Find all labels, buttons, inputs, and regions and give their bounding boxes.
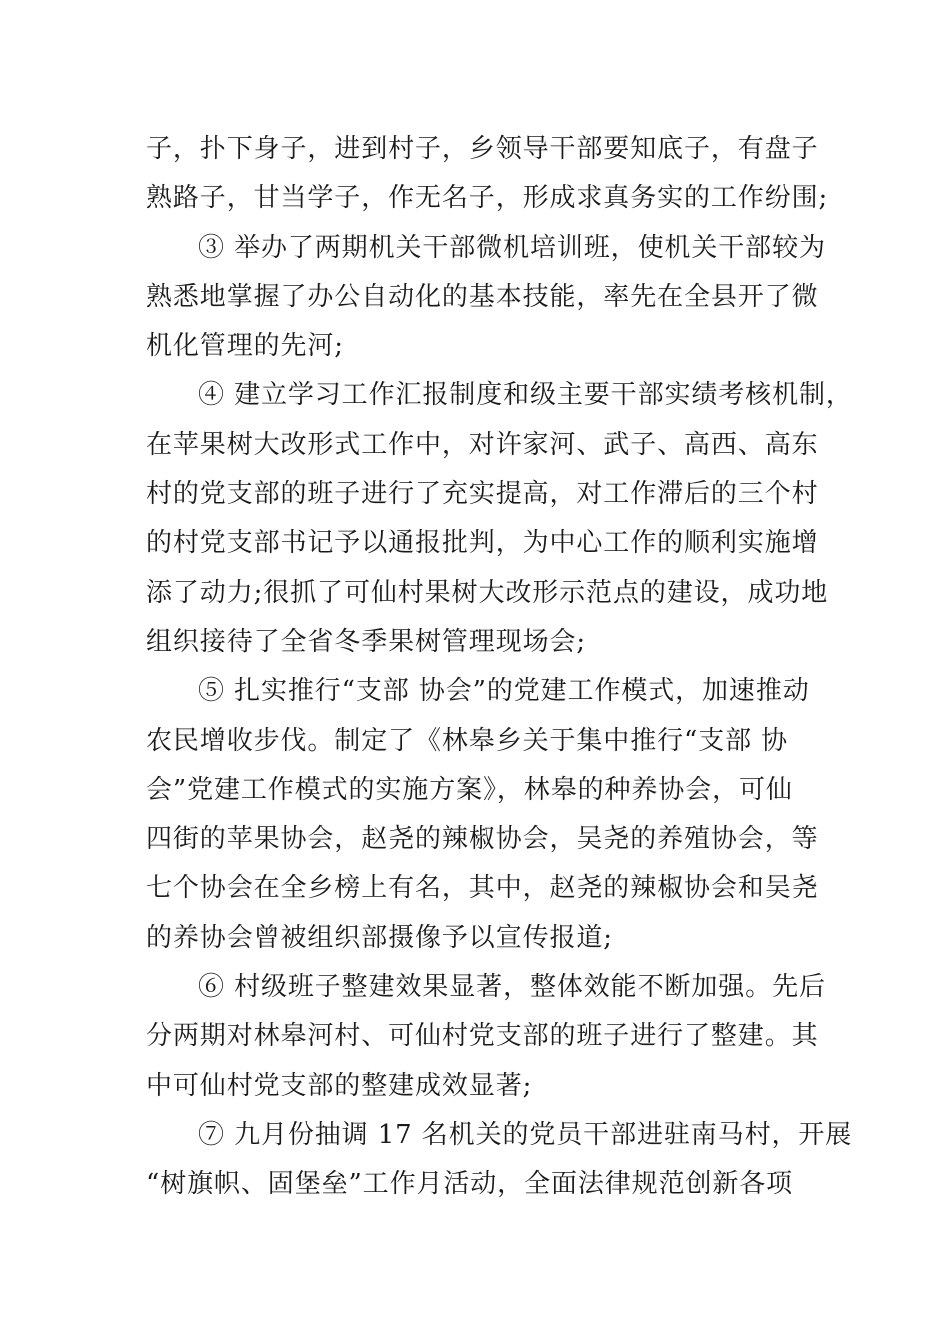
text-line: 在苹果树大改形式工作中，对许家河、武子、高西、高东 xyxy=(146,429,819,460)
text-line: 中可仙村党支部的整建成效显著; xyxy=(146,1070,533,1101)
text-line: 添了动力;很抓了可仙村果树大改形示范点的建设，成功地 xyxy=(146,577,829,608)
paragraph-5 xyxy=(146,963,826,1111)
paragraph-2 xyxy=(146,224,826,372)
text-line: 的村党支部书记予以通报批判，为中心工作的顺利实施增 xyxy=(146,528,819,559)
text-line: 组织接待了全省冬季果树管理现场会; xyxy=(146,626,587,657)
text-line: 子，扑下身子，进到村子，乡领导干部要知底子，有盘子 xyxy=(146,134,819,164)
paragraph-1 xyxy=(146,125,829,224)
paragraph-4 xyxy=(146,667,819,963)
text-line: ⑥ 村级班子整建效果显著，整体效能不断加强。先后 xyxy=(198,972,826,1003)
text-line: 会”党建工作模式的实施方案》，林皋的种养协会，可仙 xyxy=(146,774,793,805)
text-line: 熟路子，甘当学子，作无名子，形成求真务实的工作纷围; xyxy=(146,183,829,214)
text-line: 四街的苹果协会，赵尧的辣椒协会，吴尧的养殖协会，等 xyxy=(146,824,819,855)
text-line: ⑦ 九月份抽调 17 名机关的党员干部进驻南马村，开展 xyxy=(198,1119,853,1150)
paragraph-6 xyxy=(146,1111,853,1210)
text-line: 的养协会曾被组织部摄像予以宣传报道; xyxy=(146,922,613,953)
text-line: 分两期对林皋河村、可仙村党支部的班子进行了整建。其 xyxy=(146,1021,819,1052)
text-line: 七个协会在全乡榜上有名，其中，赵尧的辣椒协会和吴尧 xyxy=(146,873,819,904)
paragraph-3 xyxy=(146,371,853,667)
body-text xyxy=(146,125,853,1210)
text-line: 农民增收步伐。制定了《林皋乡关于集中推行“支部 协 xyxy=(146,725,789,756)
text-line: ④ 建立学习工作汇报制度和级主要干部实绩考核机制， xyxy=(198,380,853,411)
text-line: ⑤ 扎实推行“支部 协会”的党建工作模式，加速推动 xyxy=(198,676,810,707)
text-line: 熟悉地掌握了办公自动化的基本技能，率先在全县开了微 xyxy=(146,281,819,312)
text-line: ③ 举办了两期机关干部微机培训班，使机关干部较为 xyxy=(198,232,826,263)
text-line: “树旗帜、固堡垒”工作月活动，全面法律规范创新各项 xyxy=(146,1169,794,1200)
text-line: 机化管理的先河; xyxy=(146,331,344,362)
text-line: 村的党支部的班子进行了充实提高，对工作滞后的三个村 xyxy=(146,479,819,510)
